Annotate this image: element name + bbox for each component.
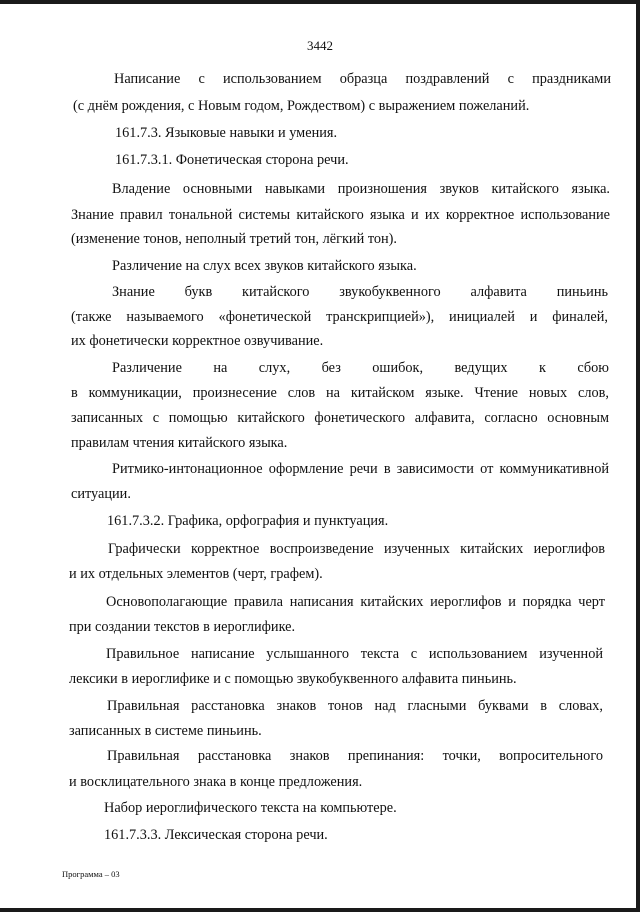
text-line: лексики в иероглифике и с помощью звукобуквенного алфавита пиньинь.: [69, 671, 517, 687]
text-line: Написание с использованием образца поздравлений с праздниками: [114, 71, 611, 87]
text-line: и их отдельных элементов (черт, графем).: [69, 566, 323, 582]
section-heading: 161.7.3.1. Фонетическая сторона речи.: [115, 152, 349, 168]
text-line: Правильная расстановка знаков тонов над гласными буквами в словах,: [107, 698, 603, 714]
text-line: Графически корректное воспроизведение изученных китайских иероглифов: [108, 541, 605, 557]
footer-label: Программа – 03: [62, 869, 120, 879]
text-line: их фонетически корректное озвучивание.: [71, 333, 324, 349]
text-line: при создании текстов в иероглифике.: [69, 619, 296, 635]
text-line: Знание правил тональной системы китайского языка и их корректное использование: [71, 207, 610, 223]
text-line: Различение на слух, без ошибок, ведущих к сбою: [112, 360, 609, 376]
text-line: ситуации.: [71, 486, 131, 502]
text-line: и восклицательного знака в конце предложения.: [69, 774, 363, 790]
text-line: записанных в системе пиньинь.: [69, 723, 262, 739]
section-heading: 161.7.3.2. Графика, орфография и пунктуация.: [107, 513, 389, 529]
text-line: (также называемого «фонетической транскрипцией»), инициалей и финалей,: [71, 309, 608, 325]
text-line: правилам чтения китайского языка.: [71, 435, 288, 451]
text-line: записанных с помощью китайского фонетического алфавита, согласно основным: [71, 410, 609, 426]
text-line: (изменение тонов, неполный третий тон, лёгкий тон).: [71, 231, 398, 247]
scan-border-top: [0, 0, 640, 4]
text-line: Владение основными навыками произношения звуков китайского языка.: [112, 181, 610, 197]
text-line: Знание букв китайского звукобуквенного алфавита пиньинь: [112, 284, 608, 300]
page-number: 3442: [307, 38, 333, 53]
text-line: Основополагающие правила написания китайских иероглифов и порядка черт: [106, 594, 605, 610]
scan-border-right: [636, 0, 640, 912]
text-line: Набор иероглифического текста на компьютере.: [104, 800, 397, 816]
section-heading: 161.7.3. Языковые навыки и умения.: [115, 125, 338, 141]
text-line: Различение на слух всех звуков китайского языка.: [112, 258, 417, 274]
text-line: в коммуникации, произнесение слов на китайском языке. Чтение новых слов,: [71, 385, 609, 401]
scan-border-bottom: [0, 908, 640, 912]
section-heading: 161.7.3.3. Лексическая сторона речи.: [104, 827, 328, 843]
text-line: Правильное написание услышанного текста с использованием изученной: [106, 646, 603, 662]
text-line: Ритмико-интонационное оформление речи в зависимости от коммуникативной: [112, 461, 609, 477]
text-line: Правильная расстановка знаков препинания: точки, вопросительного: [107, 748, 603, 764]
text-line: (с днём рождения, с Новым годом, Рождеством) с выражением пожеланий.: [73, 98, 530, 114]
